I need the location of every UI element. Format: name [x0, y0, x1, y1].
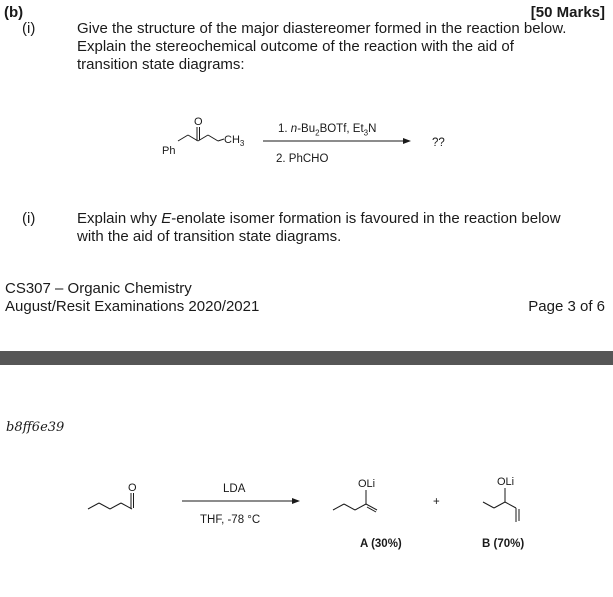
- exam-title: August/Resit Examinations 2020/2021: [5, 298, 260, 315]
- phenyl-label: Ph: [162, 145, 176, 157]
- ketone-structure-1: [150, 108, 260, 168]
- methyl-label: $CH_3$: [224, 134, 245, 148]
- enolate-b-structure: [475, 470, 555, 530]
- reaction-step-1: 1. $n-Bu_2BOTf$, $Et_3N$: [278, 123, 377, 138]
- course-title: CS307 – Organic Chemistry: [5, 280, 192, 297]
- marks-label: [50 Marks]: [530, 4, 605, 21]
- question-2-text: [77, 210, 607, 246]
- oxygen-label-2: O: [128, 482, 137, 494]
- question-2-number: (i): [22, 210, 36, 227]
- oli-label-b: OLi: [497, 476, 515, 488]
- section-label: (b): [4, 4, 24, 21]
- question-2-line-1: Explain why E-enolate isomer formation is favoured in the reaction below: [77, 210, 561, 227]
- product-a-label: A (30%): [360, 538, 402, 550]
- product-unknown: ??: [432, 137, 445, 149]
- question-2-line-2: with the aid of transition state diagrams.: [77, 228, 342, 245]
- reagent-lda: LDA: [223, 483, 246, 495]
- ketone-structure-2: [85, 478, 165, 528]
- question-1-number: (i): [22, 20, 36, 37]
- bond-ph-ch2: [178, 135, 188, 141]
- reaction-arrow-2: [182, 496, 302, 506]
- product-b-label: B (70%): [482, 538, 525, 550]
- question-1-line-2: Explain the stereochemical outcome of the reaction with the aid of: [77, 38, 514, 55]
- reaction-conditions: THF, -78 °C: [200, 514, 261, 526]
- reaction-step-2: 2. PhCHO: [276, 153, 329, 165]
- reaction-arrow-1: [263, 136, 413, 146]
- question-1-line-3: transition state diagrams:: [77, 56, 245, 73]
- page-number: Page 3 of 6: [528, 298, 605, 315]
- page-divider: [0, 351, 613, 365]
- question-1-line-1: Give the structure of the major diastereomer formed in the reaction below.: [77, 20, 567, 37]
- question-1-text: [77, 20, 607, 74]
- bond-ch2b-ch2c: [208, 135, 218, 141]
- oli-label-a: OLi: [358, 478, 376, 490]
- plus-sign: +: [433, 496, 440, 508]
- oxygen-label: O: [194, 116, 203, 128]
- enolate-a-structure: [330, 472, 410, 522]
- document-code: b8ff6e39: [6, 420, 65, 435]
